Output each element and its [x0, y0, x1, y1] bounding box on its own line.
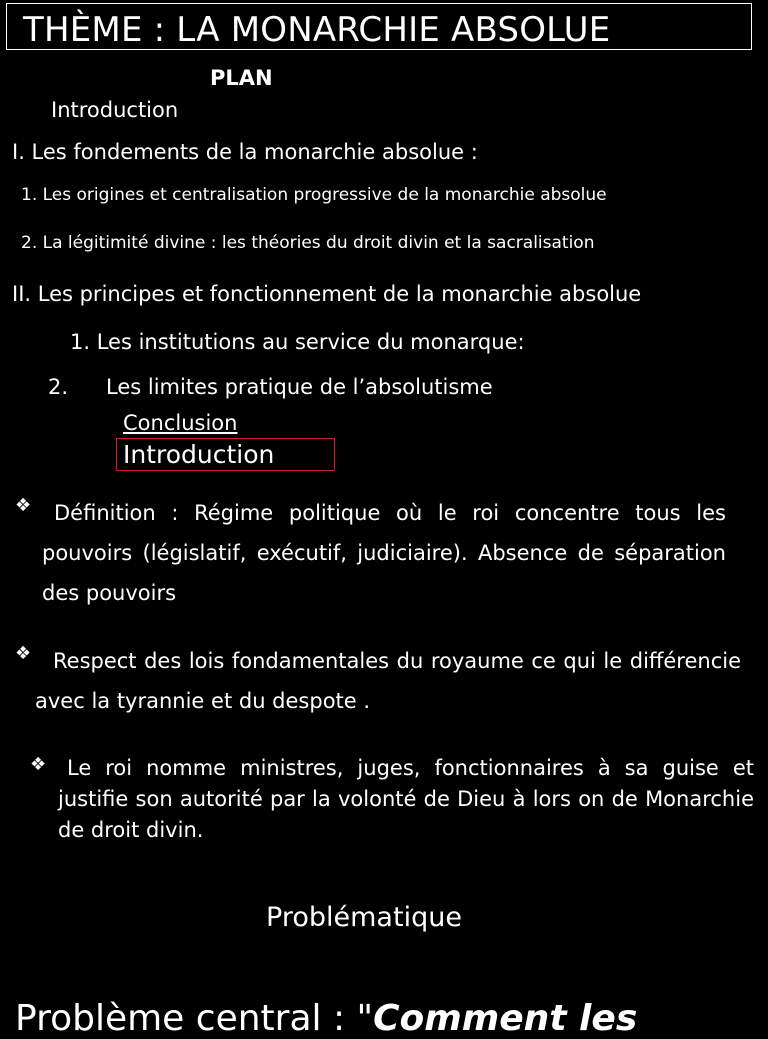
plan-part2-title: II. Les principes et fonctionnement de la monarchie absolue [12, 282, 642, 306]
plan-introduction: Introduction [51, 98, 179, 122]
section-heading-box [116, 438, 335, 471]
plan-part2-sub2-number: 2. [48, 375, 69, 399]
plan-part1-title: I. Les fondements de la monarchie absolue : [12, 140, 478, 164]
diamond-bullet-icon: ❖ [15, 643, 32, 664]
page-title: THÈME : LA MONARCHIE ABSOLUE [23, 10, 611, 50]
plan-part1-sub1: 1. Les origines et centralisation progressive de la monarchie absolue [21, 185, 607, 205]
plan-part2-sub1: 1. Les institutions au service du monarque: [70, 330, 525, 354]
section-heading: Introduction [123, 440, 275, 469]
central-problem-prefix: Problème central : " [15, 998, 374, 1039]
bullet-paragraph: Le roi nomme ministres, juges, fonctionnaires à sa guise et justifie son autorité par la volonté de Dieu à lors on de Monarchie de droit divin. [58, 756, 754, 842]
plan-heading: PLAN [210, 66, 273, 90]
diamond-bullet-icon: ❖ [30, 754, 47, 775]
plan-conclusion: Conclusion [123, 411, 238, 435]
central-problem-emphasis: Comment les [373, 998, 638, 1039]
diamond-bullet-icon: ❖ [15, 495, 32, 516]
plan-part1-sub2: 2. La légitimité divine : les théories du droit divin et la sacralisation [21, 233, 595, 253]
bullet-paragraph: Respect des lois fondamentales du royaume ce qui le différencie avec la tyrannie et du despote . [35, 649, 741, 713]
problematique-heading: Problématique [266, 902, 462, 933]
title-box [6, 3, 752, 50]
central-problem [15, 998, 637, 1039]
plan-part2-sub2: Les limites pratique de l’absolutisme [106, 375, 493, 399]
bullet-paragraph: Définition : Régime politique où le roi concentre tous les pouvoirs (législatif, exécutif, judiciaire). Absence de séparation des pouvoirs [42, 501, 726, 605]
